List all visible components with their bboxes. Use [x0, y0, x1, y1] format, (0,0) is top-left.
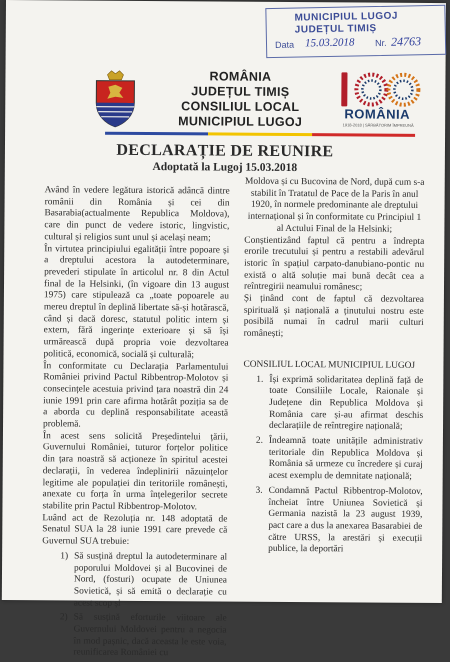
list-item	[42, 551, 227, 611]
list-item	[243, 374, 423, 434]
paragraph: În virtutea principiului egalității între popoare și a dreptului acestora la autodeterminare, prevederi stipulate în articolul nr. 8 din Actul final de la Helsinki, (în vigoare din 13 august 1975) care stipulează ca „toate popoarele au mereu dreptul în deplină libertate să-și hotărască, când și dacă doresc, statutul politic intern și extern, fără ingerințe exterioare și să își urmărească după propria voie dezvoltarea politică, economică, socială și culturală;	[43, 243, 230, 361]
paragraph: În conformitate cu Declarația Parlamentului României privind Pactul Ribbentrop-Molotov și consecințele acestuia privind țara noastră din 24 iunie 1991 prin care afirma hotărât poziția sa de a aborda cu deplină responsabilitate această problemă.	[43, 360, 229, 430]
list-item	[41, 613, 226, 661]
centenary-logo-tagline: 1918-2018 | SĂRBĂTORIM ÎMPREUNĂ	[342, 122, 414, 128]
section-title: CONSILIUL LOCAL MUNICIPIUL LUGOJ	[243, 359, 416, 371]
paragraph: În acest sens solicită Președintelui țării, Guvernului României, tuturor forțelor politice din țara noastră să acționeze în spiritul acestei declarații, în vederea îndeplinirii năzuințelor legitime ale populației din teritoriile românești, anexate cu forța în urma înțelegerilor secrete stabilite prin Pactul Ribbentrop-Molotov.	[42, 431, 228, 513]
list-number: 1)	[60, 551, 69, 562]
stamp-date-label: Data	[274, 39, 295, 50]
header-council: CONSILIUL LOCAL	[181, 99, 300, 115]
list-number: 2)	[59, 612, 68, 623]
paragraph: Conștientizând faptul că pentru a îndrepta erorile trecutului și pentru a restabili adevărul istoric în spațiul carpato-danubiano-pontic nu există o altă soluție mai bună decât cea a reîntregirii neamului românesc;	[243, 235, 425, 293]
stamp-number-label: Nr.	[374, 37, 387, 49]
right-column	[242, 177, 425, 557]
list-text: Să susțină dreptul la autodeterminare al poporului Moldovei și al Bucovinei de Nord, (fosturi) ocupate de Uniunea Sovietică, și să emită o declarație cu acest scop și	[73, 551, 228, 609]
list-item	[243, 436, 423, 484]
institution-header	[155, 69, 325, 130]
document-subtitle: Adoptată la Lugoj 15.03.2018	[152, 161, 298, 175]
document-page	[2, 0, 446, 659]
document-title: DECLARAȚIE DE REUNIRE	[116, 141, 334, 161]
header-municipality: MUNICIPIUL LUGOJ	[178, 114, 303, 130]
paragraph: Moldova și cu Bucovina de Nord, după cum s-a stabilit în Tratatul de Pace de la Paris în anul 1920, în normele predominante ale dreptului internațional și în conformitate cu Principiul 1 al Actului Final de la Helsinki;	[244, 176, 425, 235]
paragraph: Având în vedere legătura istorică adâncă dintre românii din România și cei din Basarabia(actualmente Republica Moldova), care din punct de vedere istoric, lingvistic, cultural și religios sunt unul și același neam;	[44, 185, 230, 244]
registration-stamp	[265, 5, 446, 58]
centenary-logo-name: ROMÂNIA	[344, 106, 411, 122]
header-country: ROMÂNIA	[209, 69, 272, 84]
stamp-line-1: MUNICIPIUL LUGOJ	[294, 10, 398, 24]
tricolor-divider	[105, 132, 415, 137]
left-column	[41, 185, 229, 660]
stamp-line-2: JUDEȚUL TIMIȘ	[294, 23, 377, 36]
list-text: Își exprimă solidaritatea deplină față de toate Consiliile Locale, Raionale și Județene din Republica Moldova și România care și-au afirmat deschis declarațiile de reîntregire națională;	[268, 374, 424, 433]
list-item	[242, 486, 422, 557]
paragraph: Luând act de Rezoluția nr. 148 adoptată de Senatul SUA la 28 iunie 1991 care prevede că Guvernul SUA trebuie:	[42, 512, 228, 547]
stamp-number-value: 24763	[390, 34, 422, 49]
coat-of-arms-icon	[93, 69, 137, 129]
stamp-date-value: 15.03.2018	[304, 36, 355, 50]
list-number: 1.	[256, 374, 264, 385]
list-text: Să susțină eforturile viitoare ale Guvernului Moldovei pentru a negocia în mod pașnic, dacă aceasta le este voia, reunificarea României cu	[73, 612, 227, 659]
list-number: 2.	[255, 435, 263, 446]
header-county: JUDEȚUL TIMIȘ	[191, 84, 290, 99]
list-text: Condamnă Pactul Ribbentrop-Molotov, încheiat între Uniunea Sovietică și Germania nazistă la 23 august 1939, pact care a dus la anexarea Basarabiei de către URSS, la arestări și execuții publice, la deportări	[268, 485, 423, 555]
paragraph: Și ținând cont de faptul că dezvoltarea spirituală și națională a ținutului nostru este posibilă numai în cadrul marii culturi românești;	[243, 293, 424, 340]
list-number: 3.	[255, 485, 263, 496]
list-text: Îndeamnă toate unitățile administrativ teritoriale din Republica Moldova și România să urmeze cu încredere și curaj acest exemplu de demnitate națională;	[268, 435, 423, 483]
